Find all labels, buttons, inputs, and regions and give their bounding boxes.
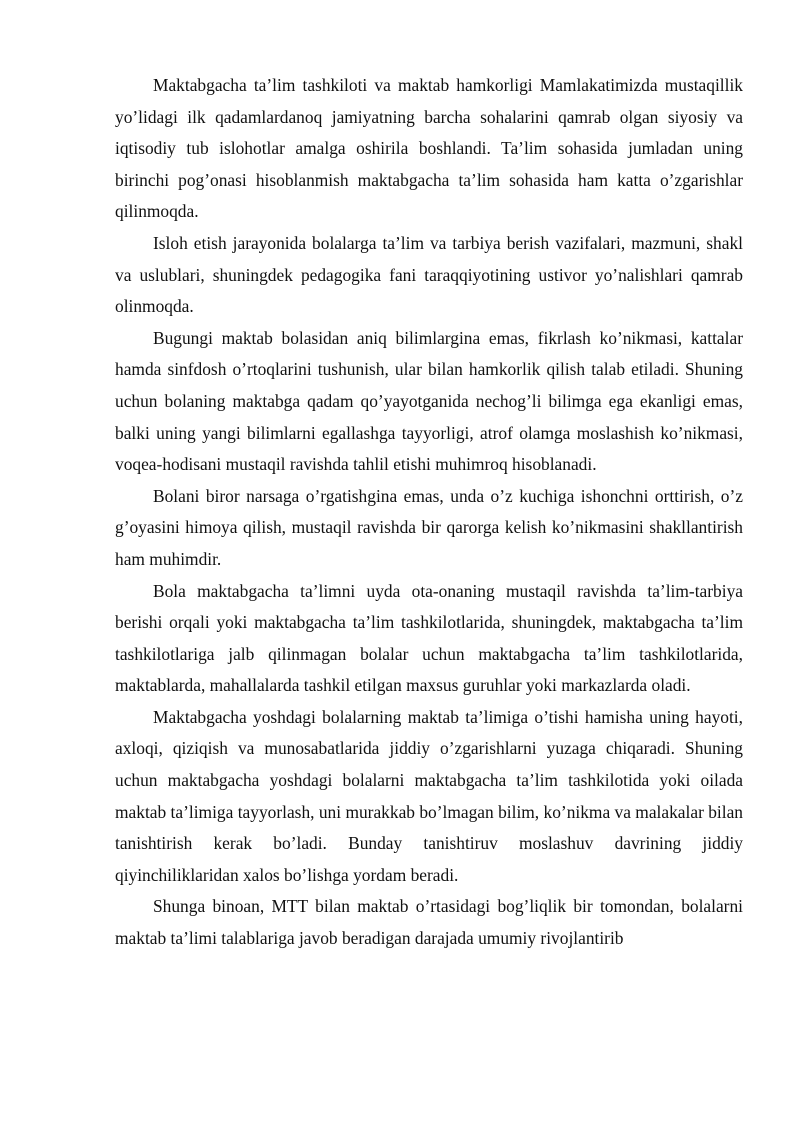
paragraph-2: Isloh etish jarayonida bolalarga ta’lim va tarbiya berish vazifalari, mazmuni, shakl va uslublari, shuningdek pedagogika fani taraqqiyotining ustivor yo’nalishlari qamrab olinmoqda. [115,232,743,317]
paragraph-3: Bugungi maktab bolasidan aniq bilimlargina emas, fikrlash ko’nikmasi, kattalar hamda sinfdosh o’rtoqlarini tushunish, ular bilan hamkorlik qilish talab etiladi. Shuning uchun bolaning maktabga qadam qo’yayotganida nechog’li bilimga ega ekanligi emas, balki uning yangi bilimlarni egallashga tayyorligi, atrof olamga moslashish ko’nikmasi, voqea-hodisani mustaqil ravishda tahlil etishi muhimroq hisoblanadi. [115,327,743,475]
paragraph-7: Shunga binoan, MTT bilan maktab o’rtasidagi bog’liqlik bir tomondan, bolalarni maktab ta’limi talablariga javob beradigan darajada umumiy rivojlantirib [115,896,743,949]
paragraph-4: Bolani biror narsaga o’rgatishgina emas, unda o’z kuchiga ishonchni orttirish, o’z g’oyasini himoya qilish, mustaqil ravishda bir qarorga kelish ko’nikmasini shakllantirish ham muhimdir. [115,485,743,569]
paragraph-1: Maktabgacha ta’lim tashkiloti va maktab hamkorligi Mamlakatimizda mustaqillik yo’lidagi ilk qadamlardanoq jamiyatning barcha sohalarini qamrab olgan siyosiy va iqtisodiy tub islohotlar amalga oshirila boshlandi. Ta’lim sohasida jumladan uning birinchi pog’onasi hisoblanmish maktabgacha ta’lim sohasida ham katta o’zgarishlar qilinmoqda. [115,75,743,222]
paragraph-6: Maktabgacha yoshdagi bolalarning maktab ta’limiga o’tishi hamisha uning hayoti, axloqi, qiziqish va munosabatlarida jiddiy o’zgarishlarni yuzaga chiqaradi. Shuning uchun maktabgacha yoshdagi bolalarni maktabgacha ta’lim tashkilotida yoki oilada maktab ta’limiga tayyorlash, uni murakkab bo’lmagan bilim, ko’nikma va malakalar bilan tanishtirish kerak bo’ladi. Bunday tanishtiruv moslashuv davrining jiddiy qiyinchiliklaridan xalos bo’lishga yordam beradi. [115,706,743,885]
document-page [115,70,743,955]
paragraph-5: Bola maktabgacha ta’limni uyda ota-onaning mustaqil ravishda ta’lim-tarbiya berishi orqali yoki maktabgacha ta’lim tashkilotlarida, shuningdek, maktabgacha ta’lim tashkilotlariga jalb qilinmagan bolalar uchun maktabgacha ta’lim tashkilotlarida, maktablarda, mahallalarda tashkil etilgan maxsus guruhlar yoki markazlarda oladi. [115,580,743,696]
